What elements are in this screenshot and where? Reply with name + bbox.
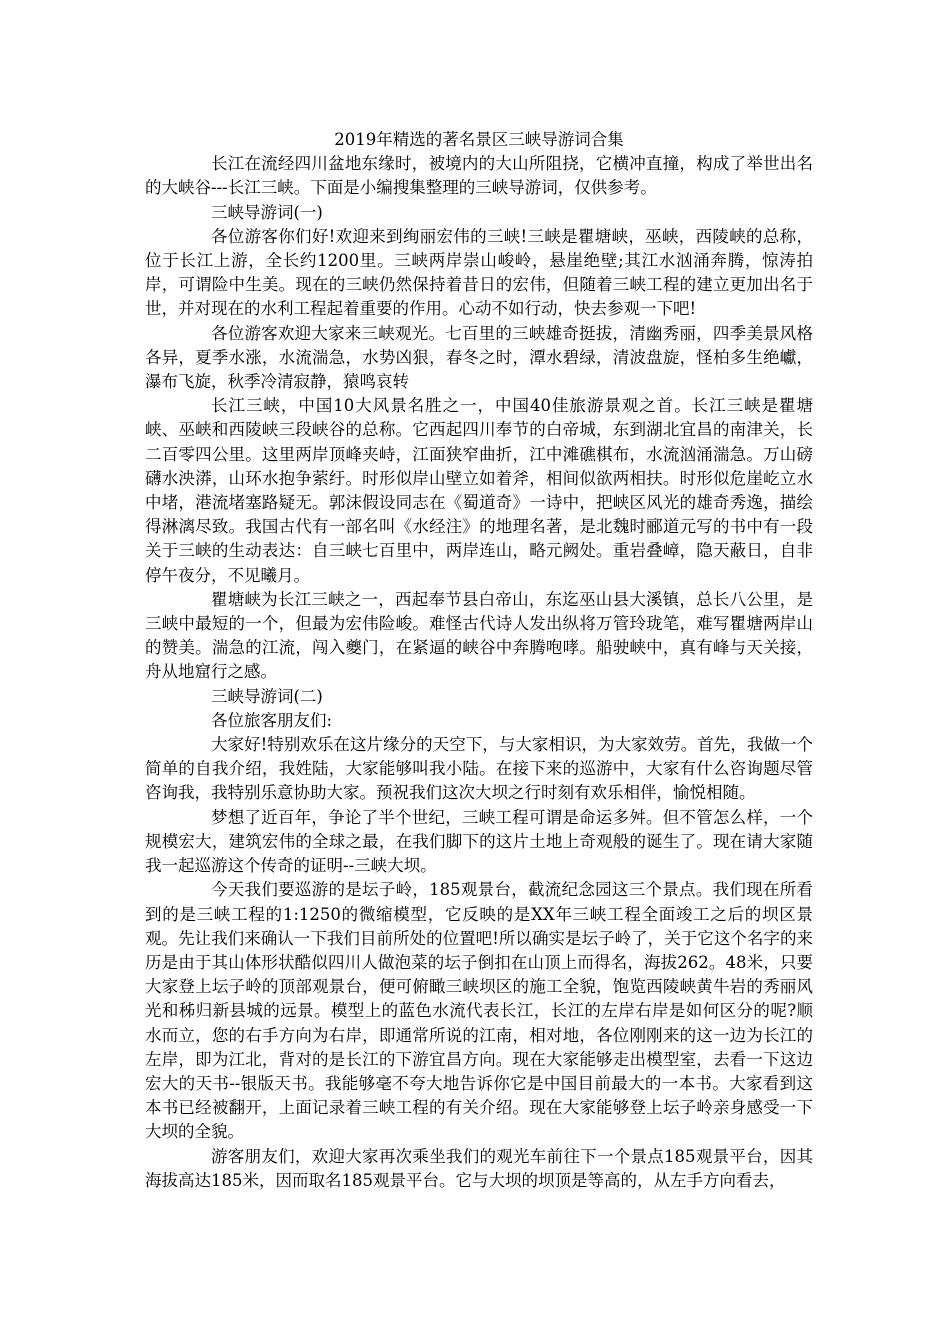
- paragraph: 游客朋友们，欢迎大家再次乘坐我们的观光车前往下一个景点185观景平台，因其海拔高达185米，因而取名185观景平台。它与大坝的坝顶是等高的，从左手方向看去，: [145, 1146, 813, 1190]
- document-body: [145, 128, 813, 1193]
- section-heading-1: 三峡导游词(一): [211, 202, 323, 222]
- paragraph: 瞿塘峡为长江三峡之一，西起奉节县白帝山，东迄巫山县大溪镇，总长八公里，是三峡中最短的一个，但最为宏伟险峻。难怪古代诗人发出纵将万管玲珑笔，难写瞿塘两岸山的赞美。湍急的江流，闯入夔门，在紧逼的峡谷中奔腾咆哮。船驶峡中，真有峰与天关接，舟从地窟行之感。: [145, 589, 813, 682]
- paragraph: 长江三峡，中国10大风景名胜之一，中国40佳旅游景观之首。长江三峡是瞿塘峡、巫峡和西陵峡三段峡谷的总称。它西起四川奉节的白帝城，东到湖北宜昌的南津关，长二百零四公里。这里两岸顶峰夹峙，江面狭窄曲折，江中滩礁棋布，水流汹涌湍急。万山磅礴水泱漭，山环水抱争萦纡。时形似岸山壁立如着斧，相间似欲两相扶。时形似危崖屹立水中堵，港流堵塞路疑无。郭沫假设同志在《蜀道奇》一诗中，把峡区风光的雄奇秀逸，描绘得淋漓尽致。我国古代有一部名叫《水经注》的地理名著，是北魏时郦道元写的书中有一段关于三峡的生动表达：自三峡七百里中，两岸连山，略元阙处。重岩叠嶂，隐天蔽日，自非停午夜分，不见曦月。: [145, 396, 813, 585]
- paragraph: 大家好!特别欢乐在这片缘分的天空下，与大家相识，为大家效劳。首先，我做一个简单的自我介绍，我姓陆，大家能够叫我小陆。在接下来的巡游中，大家有什么咨询题尽管咨询我，我特别乐意协助大家。预祝我们这次大坝之行时刻有欢乐相伴，愉悦相随。: [145, 735, 813, 803]
- intro-paragraph: 长江在流经四川盆地东缘时，被境内的大山所阻挠，它横冲直撞，构成了举世出名的大峡谷---长江三峡。下面是小编搜集整理的三峡导游词，仅供参考。: [145, 154, 813, 198]
- paragraph: 梦想了近百年，争论了半个世纪，三峡工程可谓是命运多舛。但不管怎么样，一个规模宏大，建筑宏伟的全球之最，在我们脚下的这片土地上奇观般的诞生了。现在请大家随我一起巡游这个传奇的证明--三峡大坝。: [145, 807, 813, 876]
- section-heading-2: 三峡导游词(二): [211, 686, 323, 706]
- paragraph: 各位游客欢迎大家来三峡观光。七百里的三峡雄奇挺拔，清幽秀丽，四季美景风格各异，夏季水涨，水流湍急，水势凶狠，春冬之时，潭水碧绿，清波盘旋，怪柏多生绝巘，瀑布飞旋，秋季冷清寂静，猿鸣哀转: [145, 323, 813, 392]
- salutation: 各位旅客朋友们:: [211, 710, 333, 730]
- paragraph: 今天我们要巡游的是坛子岭，185观景台，截流纪念园这三个景点。我们现在所看到的是三峡工程的1:1250的微缩模型，它反映的是XX年三峡工程全面竣工之后的坝区景观。先让我们来确认一下我们目前所处的位置吧!所以确实是坛子岭了，关于它这个名字的来历是由于其山体形状酷似四川人做泡菜的坛子倒扣在山顶上而得名，海拔262。48米，只要大家登上坛子岭的顶部观景台，便可俯瞰三峡坝区的施工全貌，饱览西陵峡黄牛岩的秀丽风光和秭归新县城的远景。模型上的蓝色水流代表长江，长江的左岸右岸是如何区分的呢?顺水而立，您的右手方向为右岸，即通常所说的江南，相对地，各位刚刚来的这一边为长江的左岸，即为江北，背对的是长江的下游宜昌方向。现在大家能够走出模型室，去看一下这边宏大的天书--银版天书。我能够毫不夸大地告诉你它是中国目前最大的一本书。大家看到这本书已经被翻开，上面记录着三峡工程的有关介绍。现在大家能够登上坛子岭亲身感受一下大坝的全貌。: [145, 880, 813, 1142]
- paragraph: 各位游客你们好!欢迎来到绚丽宏伟的三峡!三峡是瞿塘峡，巫峡，西陵峡的总称，位于长江上游，全长约1200里。三峡两岸崇山峻岭，悬崖绝壁;其江水汹涌奔腾，惊涛拍岸，可谓险中生美。现在的三峡仍然保持着昔日的宏伟，但随着三峡工程的建立更加出名于世，并对现在的水利工程起着重要的作用。心动不如行动，快去参观一下吧!: [145, 226, 813, 319]
- page-title: 2019年精选的著名景区三峡导游词合集: [334, 130, 624, 149]
